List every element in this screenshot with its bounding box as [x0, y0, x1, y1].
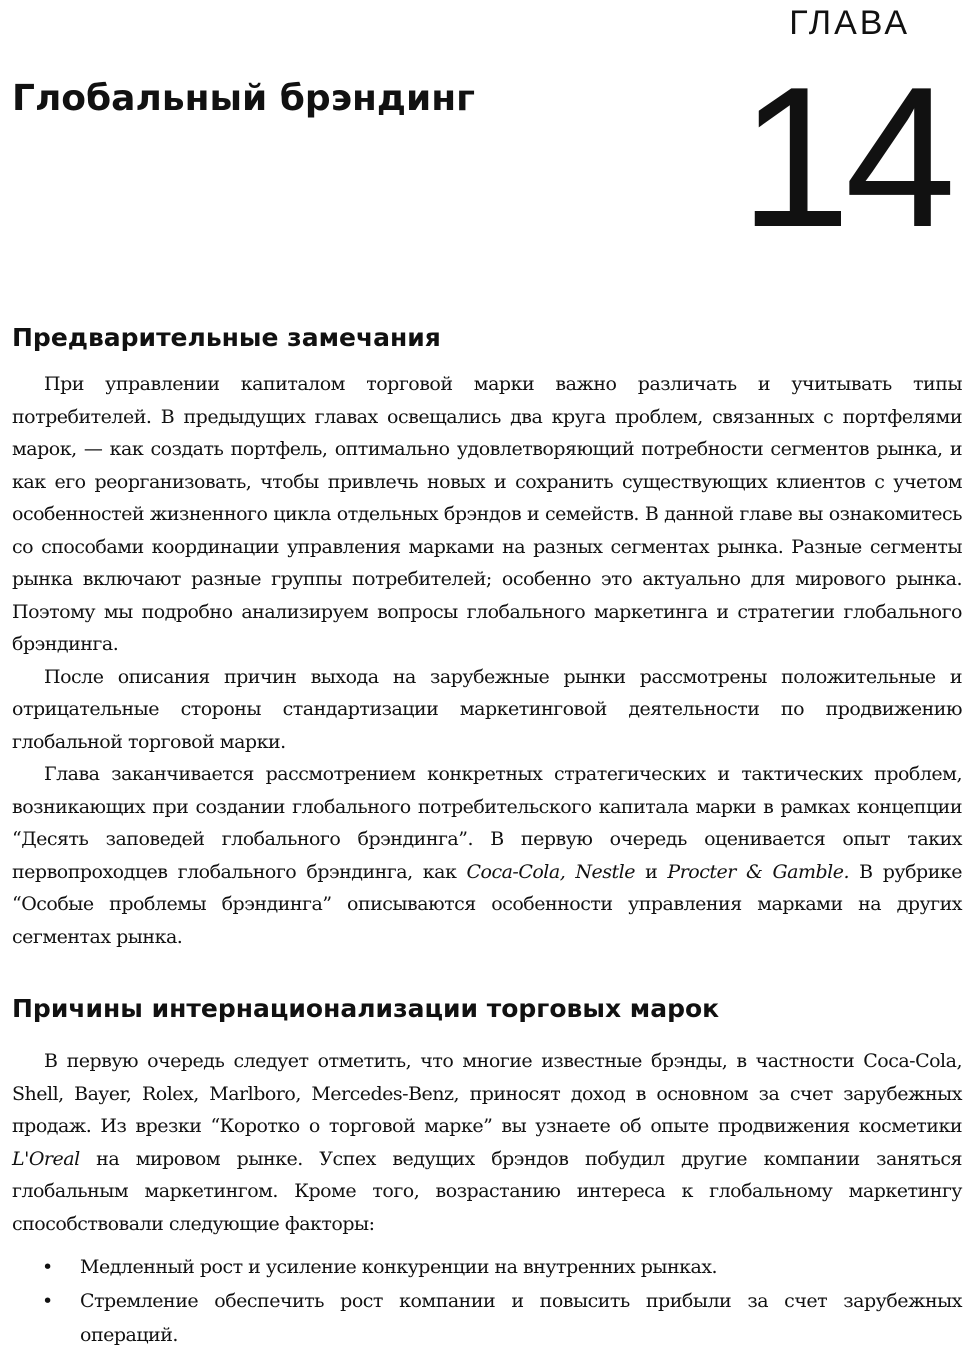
chapter-body [12, 320, 962, 1352]
list-item [12, 1250, 962, 1284]
paragraph [12, 758, 962, 953]
bullet-icon: • [42, 1290, 53, 1312]
brand-name: Nestle [575, 860, 635, 883]
section-heading-internationalization-reasons: Причины интернационализации торговых марок [12, 994, 720, 1023]
chapter-title: Глобальный брэндинг [12, 78, 475, 119]
list-item-text: Медленный рост и усиление конкуренции на внутренних рынках. [80, 1256, 718, 1278]
bullet-icon: • [42, 1256, 53, 1278]
paragraph-text: Глава заканчивается рассмотрением конкретных стратегических и тактических проблем, возникающих при создании глобального потребительского капитала марки в рамках концепции “Десять заповедей глобального брэндинга”. В первую очередь оценивается опыт таких первопроходцев глобального брэндинга, как [12, 763, 962, 883]
paragraph-text: на мировом рынке. Успех ведущих брэндов побудил другие компании заняться глобальным маркетингом. Кроме того, возрастанию интереса к глобальному маркетингу способствовали следующие факторы: [12, 1147, 962, 1235]
chapter-label: ГЛАВА [789, 4, 910, 42]
brand-name: Coca-Cola, [466, 860, 566, 883]
factor-list [12, 1250, 962, 1352]
list-item [12, 1284, 962, 1352]
paragraph-text: и [634, 860, 668, 883]
paragraph: При управлении капиталом торговой марки важно различать и учитывать типы потребителей. В предыдущих главах освещались два круга проблем, связанных с портфелями марок, — как создать портфель, оптимально удовлетворяющий потребности сегментов рынка, и как его реорганизовать, чтобы привлечь новых и сохранить существующих клиентов с учетом особенностей жизненного цикла отдельных брэндов и семейств. В данной главе вы ознакомитесь со способами координации управления марками на разных сегментах рынка. Разные сегменты рынка включают разные группы потребителей; особенно это актуально для мирового рынка. Поэтому мы подробно анализируем вопросы глобального маркетинга и стратегии глобального брэндинга. [12, 373, 962, 655]
paragraph-text: В первую очередь следует отметить, что многие известные брэнды, в частности Coca-Cola, Shell, Bayer, Rolex, Marlboro, Mercedes-Benz, приносят доход в основном за счет зарубежных продаж. Из врезки “Коротко о торговой марке” вы узнаете об опыте продвижения косметики [12, 1050, 962, 1137]
brand-name: Procter & Gamble. [667, 860, 850, 883]
paragraph-text: В рубрике “Особые проблемы брэндинга” описываются особенности управления марками на других сегментах рынка. [12, 860, 962, 948]
list-item-text: Стремление обеспечить рост компании и повысить прибыли за счет зарубежных операций. [80, 1290, 962, 1346]
paragraph: После описания причин выхода на зарубежные рынки рассмотрены положительные и отрицательные стороны стандартизации маркетинговой деятельности по продвижению глобальной торговой марки. [12, 665, 962, 753]
chapter-number: 14 [739, 46, 950, 269]
section-heading-preliminary-remarks: Предварительные замечания [12, 323, 441, 352]
paragraph [12, 1045, 962, 1240]
brand-name: L'Oreal [12, 1147, 80, 1170]
